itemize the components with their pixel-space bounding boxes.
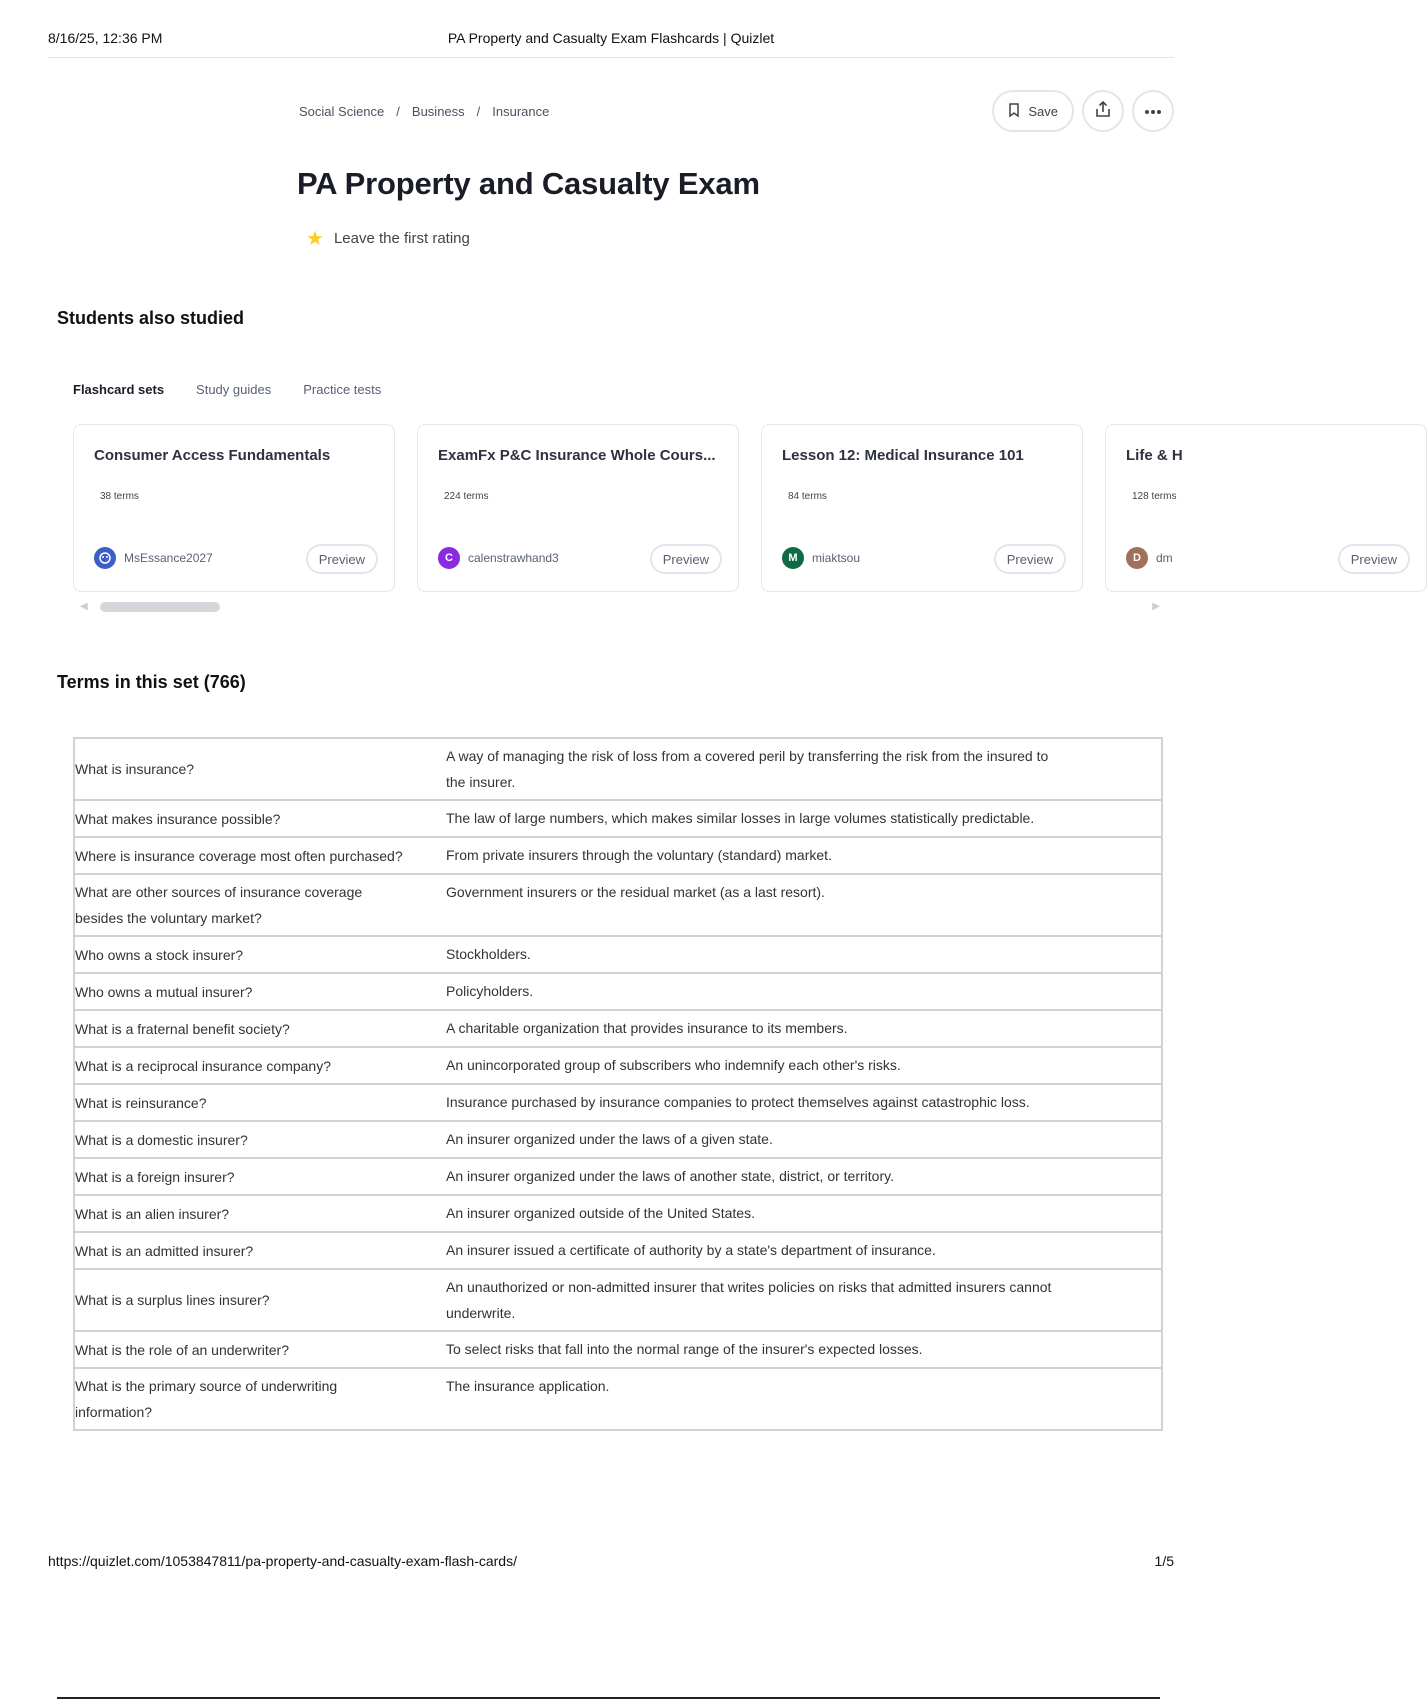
table-row bbox=[75, 838, 1161, 875]
table-row bbox=[75, 1332, 1161, 1369]
card-author[interactable]: calenstrawhand3 bbox=[468, 551, 559, 565]
card-author[interactable]: MsEssance2027 bbox=[124, 551, 213, 565]
breadcrumb-link-social-science[interactable]: Social Science bbox=[299, 104, 385, 119]
preview-button[interactable]: Preview bbox=[306, 544, 378, 574]
table-row bbox=[75, 875, 1161, 937]
table-row bbox=[75, 739, 1161, 801]
preview-button[interactable]: Preview bbox=[1338, 544, 1410, 574]
definition-cell: To select risks that fall into the normal range of the insurer's expected losses. bbox=[446, 1341, 923, 1357]
definition-cell: An unincorporated group of subscribers who indemnify each other's risks. bbox=[446, 1057, 901, 1073]
table-row bbox=[75, 1233, 1161, 1270]
term-cell: Where is insurance coverage most often purchased? bbox=[75, 847, 403, 864]
term-cell: What is an alien insurer? bbox=[75, 1205, 230, 1222]
table-row bbox=[75, 1122, 1161, 1159]
definition-cell: A charitable organization that provides insurance to its members. bbox=[446, 1020, 848, 1036]
definition-cell: A way of managing the risk of loss from a covered peril by transferring the risk from the insured to the insurer. bbox=[446, 748, 1049, 790]
scroll-left-arrow-icon[interactable]: ◀ bbox=[80, 601, 88, 612]
definition-cell: Insurance purchased by insurance companies to protect themselves against catastrophic loss. bbox=[446, 1094, 1030, 1110]
page-title: PA Property and Casualty Exam bbox=[297, 166, 760, 201]
breadcrumb-link-business[interactable]: Business bbox=[411, 104, 465, 119]
save-button-label: Save bbox=[1028, 103, 1058, 119]
page-bottom-divider bbox=[57, 1697, 1160, 1699]
related-set-card[interactable] bbox=[73, 424, 395, 592]
table-row bbox=[75, 1196, 1161, 1233]
term-cell: What is a foreign insurer? bbox=[75, 1168, 235, 1185]
card-title: Consumer Access Fundamentals bbox=[94, 447, 331, 464]
star-icon: ★ bbox=[306, 228, 324, 250]
definition-cell: An insurer organized under the laws of another state, district, or territory. bbox=[446, 1168, 894, 1184]
breadcrumb-separator: / bbox=[476, 104, 481, 119]
students-also-studied-heading: Students also studied bbox=[57, 308, 245, 328]
definition-cell: An insurer issued a certificate of authority by a state's department of insurance. bbox=[446, 1242, 936, 1258]
card-term-count: 128 terms bbox=[1132, 491, 1177, 502]
card-author[interactable]: dm bbox=[1156, 551, 1173, 565]
definition-cell: An insurer organized outside of the United States. bbox=[446, 1205, 755, 1221]
share-icon bbox=[1095, 100, 1111, 123]
avatar: C bbox=[438, 547, 460, 569]
tab-study-guides[interactable]: Study guides bbox=[196, 382, 272, 397]
table-row bbox=[75, 1270, 1161, 1332]
avatar: M bbox=[782, 547, 804, 569]
tab-flashcard-sets[interactable]: Flashcard sets bbox=[73, 382, 165, 397]
definition-cell: From private insurers through the voluntary (standard) market. bbox=[446, 847, 832, 863]
related-set-card[interactable] bbox=[761, 424, 1083, 592]
print-header bbox=[48, 30, 1174, 52]
term-cell: What is the primary source of underwriting information? bbox=[75, 1378, 338, 1420]
set-actions bbox=[992, 90, 1174, 132]
term-cell: What is insurance? bbox=[75, 761, 195, 777]
breadcrumb-link-insurance[interactable]: Insurance bbox=[492, 104, 550, 119]
table-row bbox=[75, 974, 1161, 1011]
related-set-card[interactable] bbox=[417, 424, 739, 592]
card-term-count: 84 terms bbox=[788, 491, 827, 502]
related-sets-carousel bbox=[73, 424, 1397, 594]
scroll-right-arrow-icon[interactable]: ▶ bbox=[1152, 601, 1160, 612]
term-cell: What makes insurance possible? bbox=[75, 810, 281, 827]
header-divider bbox=[48, 57, 1174, 58]
bookmark-icon bbox=[1008, 103, 1020, 120]
related-set-card[interactable] bbox=[1105, 424, 1427, 592]
definition-cell: An unauthorized or non-admitted insurer that writes policies on risks that admitted insurers cannot underwrite. bbox=[446, 1279, 1052, 1321]
definition-cell: Government insurers or the residual market (as a last resort). bbox=[446, 884, 825, 900]
table-row bbox=[75, 1048, 1161, 1085]
table-row bbox=[75, 1011, 1161, 1048]
definition-cell: Stockholders. bbox=[446, 946, 531, 962]
table-row bbox=[75, 1085, 1161, 1122]
card-title: Lesson 12: Medical Insurance 101 bbox=[782, 447, 1024, 464]
more-options-button[interactable] bbox=[1132, 90, 1174, 132]
term-cell: Who owns a mutual insurer? bbox=[75, 983, 253, 1000]
scrollbar-thumb[interactable] bbox=[100, 602, 220, 612]
terms-heading: Terms in this set (766) bbox=[57, 672, 246, 692]
breadcrumb bbox=[299, 104, 549, 119]
term-cell: What is a domestic insurer? bbox=[75, 1131, 248, 1148]
card-term-count: 38 terms bbox=[100, 491, 139, 502]
share-button[interactable] bbox=[1082, 90, 1124, 132]
table-row bbox=[75, 801, 1161, 838]
term-cell: What is a fraternal benefit society? bbox=[75, 1020, 290, 1037]
card-title: ExamFx P&C Insurance Whole Cours... bbox=[438, 447, 716, 464]
card-term-count: 224 terms bbox=[444, 491, 489, 502]
rating-text: Leave the first rating bbox=[333, 230, 470, 247]
term-cell: What is a surplus lines insurer? bbox=[75, 1292, 270, 1308]
save-button[interactable] bbox=[992, 90, 1074, 132]
study-tabs bbox=[73, 382, 381, 397]
table-row bbox=[75, 1369, 1161, 1429]
card-author[interactable]: miaktsou bbox=[812, 551, 861, 565]
term-cell: What is the role of an underwriter? bbox=[75, 1341, 289, 1358]
avatar: D bbox=[1126, 547, 1148, 569]
tab-practice-tests[interactable]: Practice tests bbox=[303, 382, 382, 397]
terms-table bbox=[73, 737, 1163, 1431]
table-row bbox=[75, 937, 1161, 974]
definition-cell: The law of large numbers, which makes similar losses in large volumes statistically predictable. bbox=[446, 810, 1035, 826]
card-title: Life & H bbox=[1126, 447, 1183, 464]
definition-cell: An insurer organized under the laws of a given state. bbox=[446, 1131, 773, 1147]
print-document-title: PA Property and Casualty Exam Flashcards | Quizlet bbox=[447, 30, 775, 46]
carousel-scrollbar[interactable] bbox=[80, 601, 1160, 613]
definition-cell: Policyholders. bbox=[446, 983, 534, 999]
definition-cell: The insurance application. bbox=[446, 1378, 610, 1394]
rating-prompt[interactable] bbox=[306, 226, 470, 251]
more-horizontal-icon bbox=[1144, 102, 1162, 120]
term-cell: What is an admitted insurer? bbox=[75, 1242, 254, 1259]
print-footer bbox=[48, 1553, 1174, 1569]
term-cell: What are other sources of insurance coverage besides the voluntary market? bbox=[75, 884, 363, 926]
print-timestamp: 8/16/25, 12:36 PM bbox=[48, 30, 163, 46]
avatar bbox=[94, 547, 116, 569]
page-number: 1/5 bbox=[1154, 1553, 1174, 1569]
preview-button[interactable]: Preview bbox=[650, 544, 722, 574]
breadcrumb-separator: / bbox=[396, 104, 400, 119]
term-cell: What is a reciprocal insurance company? bbox=[75, 1057, 332, 1074]
preview-button[interactable]: Preview bbox=[994, 544, 1066, 574]
print-url: https://quizlet.com/1053847811/pa-property-and-casualty-exam-flash-cards/ bbox=[48, 1553, 517, 1569]
table-row bbox=[75, 1159, 1161, 1196]
term-cell: What is reinsurance? bbox=[75, 1094, 207, 1111]
term-cell: Who owns a stock insurer? bbox=[75, 946, 244, 963]
